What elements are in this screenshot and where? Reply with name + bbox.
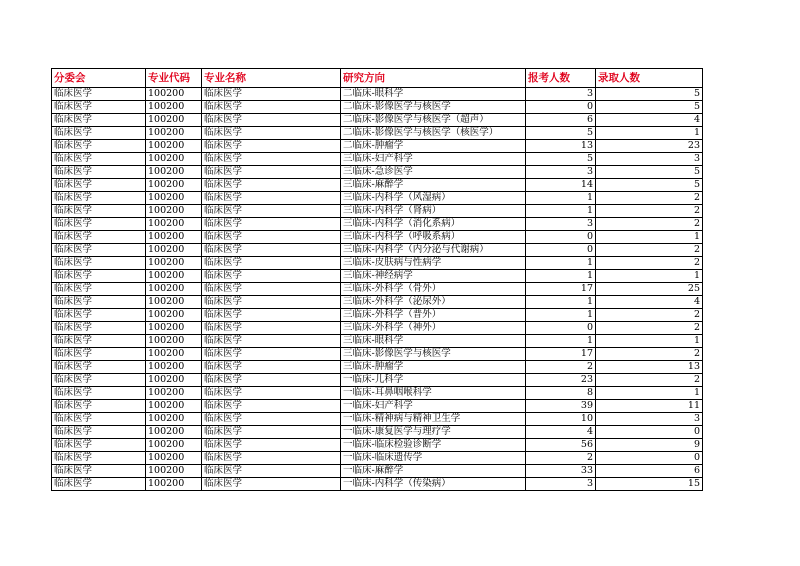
research-direction-cell[interactable]: 一临床-儿科学 [341,374,526,387]
major-name-cell[interactable]: 临床医学 [202,296,341,309]
header-major-code[interactable]: 专业代码 [146,69,202,88]
table-row [52,166,703,179]
header-research-direction[interactable]: 研究方向 [341,69,526,88]
major-code-cell[interactable]: 100200 [146,257,202,270]
research-direction-cell[interactable]: 二临床-影像医学与核医学（超声） [341,114,526,127]
major-code-cell[interactable]: 100200 [146,218,202,231]
committee-cell[interactable]: 临床医学 [52,439,146,452]
applicants-cell[interactable]: 5 [526,127,596,140]
table-row [52,231,703,244]
major-name-cell[interactable]: 临床医学 [202,231,341,244]
major-name-cell[interactable]: 临床医学 [202,283,341,296]
major-name-cell[interactable]: 临床医学 [202,465,341,478]
major-code-cell[interactable]: 100200 [146,452,202,465]
research-direction-cell[interactable]: 二临床-影像医学与核医学 [341,101,526,114]
applicants-cell[interactable]: 3 [526,88,596,101]
applicants-cell[interactable]: 1 [526,335,596,348]
major-code-cell[interactable]: 100200 [146,127,202,140]
admitted-cell[interactable]: 3 [596,153,703,166]
applicants-cell[interactable]: 1 [526,205,596,218]
admitted-cell[interactable]: 5 [596,166,703,179]
major-name-cell[interactable]: 临床医学 [202,205,341,218]
table-row [52,101,703,114]
research-direction-cell[interactable]: 一临床-耳鼻咽喉科学 [341,387,526,400]
committee-cell[interactable]: 临床医学 [52,205,146,218]
committee-cell[interactable]: 临床医学 [52,413,146,426]
major-name-cell[interactable]: 临床医学 [202,192,341,205]
applicants-cell[interactable]: 17 [526,348,596,361]
major-name-cell[interactable]: 临床医学 [202,257,341,270]
major-code-cell[interactable]: 100200 [146,400,202,413]
research-direction-cell[interactable]: 一临床-麻醉学 [341,465,526,478]
committee-cell[interactable]: 临床医学 [52,478,146,491]
admitted-cell[interactable]: 1 [596,270,703,283]
research-direction-cell[interactable]: 三临床-急诊医学 [341,166,526,179]
major-code-cell[interactable]: 100200 [146,166,202,179]
admitted-cell[interactable]: 1 [596,335,703,348]
applicants-cell[interactable]: 8 [526,387,596,400]
major-code-cell[interactable]: 100200 [146,114,202,127]
admitted-cell[interactable]: 1 [596,387,703,400]
applicants-cell[interactable]: 0 [526,322,596,335]
research-direction-cell[interactable]: 一临床-临床遗传学 [341,452,526,465]
major-name-cell[interactable]: 临床医学 [202,439,341,452]
major-name-cell[interactable]: 临床医学 [202,218,341,231]
admitted-cell[interactable]: 13 [596,361,703,374]
table-row [52,140,703,153]
admitted-cell[interactable]: 2 [596,192,703,205]
committee-cell[interactable]: 临床医学 [52,114,146,127]
applicants-cell[interactable]: 5 [526,153,596,166]
major-name-cell[interactable]: 临床医学 [202,348,341,361]
admitted-cell[interactable]: 5 [596,179,703,192]
admitted-cell[interactable]: 11 [596,400,703,413]
major-code-cell[interactable]: 100200 [146,322,202,335]
table-row [52,153,703,166]
major-code-cell[interactable]: 100200 [146,192,202,205]
applicants-cell[interactable]: 13 [526,140,596,153]
research-direction-cell[interactable]: 二临床-眼科学 [341,88,526,101]
committee-cell[interactable]: 临床医学 [52,426,146,439]
major-name-cell[interactable]: 临床医学 [202,361,341,374]
admitted-cell[interactable]: 4 [596,114,703,127]
applicants-cell[interactable]: 6 [526,114,596,127]
applicants-cell[interactable]: 1 [526,270,596,283]
major-code-cell[interactable]: 100200 [146,309,202,322]
major-name-cell[interactable]: 临床医学 [202,166,341,179]
committee-cell[interactable]: 临床医学 [52,309,146,322]
applicants-cell[interactable]: 3 [526,218,596,231]
admitted-cell[interactable]: 2 [596,257,703,270]
research-direction-cell[interactable]: 三临床-外科学（骨外） [341,283,526,296]
major-name-cell[interactable]: 临床医学 [202,140,341,153]
admitted-cell[interactable]: 0 [596,452,703,465]
admitted-cell[interactable]: 5 [596,101,703,114]
major-code-cell[interactable]: 100200 [146,270,202,283]
admitted-cell[interactable]: 25 [596,283,703,296]
header-admitted[interactable]: 录取人数 [596,69,703,88]
applicants-cell[interactable]: 2 [526,452,596,465]
committee-cell[interactable]: 临床医学 [52,296,146,309]
admitted-cell[interactable]: 2 [596,322,703,335]
major-name-cell[interactable]: 临床医学 [202,400,341,413]
major-code-cell[interactable]: 100200 [146,296,202,309]
committee-cell[interactable]: 临床医学 [52,257,146,270]
research-direction-cell[interactable]: 三临床-眼科学 [341,335,526,348]
research-direction-cell[interactable]: 一临床-康复医学与理疗学 [341,426,526,439]
major-code-cell[interactable]: 100200 [146,413,202,426]
research-direction-cell[interactable]: 二临床-肿瘤学 [341,140,526,153]
table-row [52,465,703,478]
major-name-cell[interactable]: 临床医学 [202,478,341,491]
header-committee[interactable]: 分委会 [52,69,146,88]
admitted-cell[interactable]: 15 [596,478,703,491]
table-row [52,244,703,257]
table-row [52,478,703,491]
admitted-cell[interactable]: 4 [596,296,703,309]
research-direction-cell[interactable]: 三临床-妇产科学 [341,153,526,166]
applicants-cell[interactable]: 0 [526,244,596,257]
table-row [52,452,703,465]
major-name-cell[interactable]: 临床医学 [202,452,341,465]
table-row [52,439,703,452]
research-direction-cell[interactable]: 一临床-内科学（传染病） [341,478,526,491]
major-code-cell[interactable]: 100200 [146,283,202,296]
applicants-cell[interactable]: 3 [526,478,596,491]
research-direction-cell[interactable]: 三临床-皮肤病与性病学 [341,257,526,270]
admitted-cell[interactable]: 3 [596,413,703,426]
major-name-cell[interactable]: 临床医学 [202,153,341,166]
committee-cell[interactable]: 临床医学 [52,88,146,101]
research-direction-cell[interactable]: 三临床-内科学（肾病） [341,205,526,218]
research-direction-cell[interactable]: 三临床-外科学（泌尿外） [341,296,526,309]
table-row [52,426,703,439]
committee-cell[interactable]: 临床医学 [52,166,146,179]
major-code-cell[interactable]: 100200 [146,153,202,166]
table-row [52,114,703,127]
admitted-cell[interactable]: 2 [596,244,703,257]
committee-cell[interactable]: 临床医学 [52,127,146,140]
table-row [52,296,703,309]
major-name-cell[interactable]: 临床医学 [202,179,341,192]
major-code-cell[interactable]: 100200 [146,140,202,153]
applicants-cell[interactable]: 23 [526,374,596,387]
admitted-cell[interactable]: 1 [596,127,703,140]
admitted-cell[interactable]: 2 [596,348,703,361]
research-direction-cell[interactable]: 三临床-麻醉学 [341,179,526,192]
applicants-cell[interactable]: 10 [526,413,596,426]
major-name-cell[interactable]: 临床医学 [202,426,341,439]
major-name-cell[interactable]: 临床医学 [202,335,341,348]
major-code-cell[interactable]: 100200 [146,439,202,452]
research-direction-cell[interactable]: 三临床-肿瘤学 [341,361,526,374]
table-row [52,127,703,140]
committee-cell[interactable]: 临床医学 [52,452,146,465]
applicants-cell[interactable]: 56 [526,439,596,452]
table-row [52,387,703,400]
committee-cell[interactable]: 临床医学 [52,231,146,244]
major-code-cell[interactable]: 100200 [146,244,202,257]
table-row [52,270,703,283]
committee-cell[interactable]: 临床医学 [52,335,146,348]
major-code-cell[interactable]: 100200 [146,231,202,244]
table-row [52,309,703,322]
major-code-cell[interactable]: 100200 [146,88,202,101]
admitted-cell[interactable]: 1 [596,231,703,244]
committee-cell[interactable]: 临床医学 [52,283,146,296]
research-direction-cell[interactable]: 三临床-外科学（神外） [341,322,526,335]
committee-cell[interactable]: 临床医学 [52,374,146,387]
applicants-cell[interactable]: 17 [526,283,596,296]
committee-cell[interactable]: 临床医学 [52,348,146,361]
research-direction-cell[interactable]: 三临床-神经病学 [341,270,526,283]
research-direction-cell[interactable]: 一临床-精神病与精神卫生学 [341,413,526,426]
committee-cell[interactable]: 临床医学 [52,192,146,205]
research-direction-cell[interactable]: 三临床-外科学（普外） [341,309,526,322]
committee-cell[interactable]: 临床医学 [52,400,146,413]
committee-cell[interactable]: 临床医学 [52,322,146,335]
major-name-cell[interactable]: 临床医学 [202,270,341,283]
committee-cell[interactable]: 临床医学 [52,387,146,400]
applicants-cell[interactable]: 1 [526,257,596,270]
committee-cell[interactable]: 临床医学 [52,140,146,153]
major-name-cell[interactable]: 临床医学 [202,374,341,387]
research-direction-cell[interactable]: 三临床-内科学（呼吸系病） [341,231,526,244]
committee-cell[interactable]: 临床医学 [52,270,146,283]
research-direction-cell[interactable]: 二临床-影像医学与核医学（核医学） [341,127,526,140]
major-code-cell[interactable]: 100200 [146,426,202,439]
major-code-cell[interactable]: 100200 [146,205,202,218]
table-row [52,179,703,192]
table-row [52,361,703,374]
applicants-cell[interactable]: 39 [526,400,596,413]
applicants-cell[interactable]: 1 [526,309,596,322]
committee-cell[interactable]: 临床医学 [52,218,146,231]
major-code-cell[interactable]: 100200 [146,387,202,400]
major-name-cell[interactable]: 临床医学 [202,101,341,114]
research-direction-cell[interactable]: 三临床-影像医学与核医学 [341,348,526,361]
major-code-cell[interactable]: 100200 [146,465,202,478]
table-row [52,322,703,335]
research-direction-cell[interactable]: 三临床-内科学（内分泌与代谢病） [341,244,526,257]
major-name-cell[interactable]: 临床医学 [202,127,341,140]
header-row [52,69,703,88]
admitted-cell[interactable]: 2 [596,218,703,231]
major-name-cell[interactable]: 临床医学 [202,114,341,127]
header-applicants[interactable]: 报考人数 [526,69,596,88]
table-row [52,283,703,296]
major-code-cell[interactable]: 100200 [146,335,202,348]
table-row [52,88,703,101]
research-direction-cell[interactable]: 三临床-内科学（消化系病） [341,218,526,231]
table-row [52,400,703,413]
table-row [52,192,703,205]
table-row [52,218,703,231]
admitted-cell[interactable]: 23 [596,140,703,153]
admitted-cell[interactable]: 5 [596,88,703,101]
major-name-cell[interactable]: 临床医学 [202,309,341,322]
header-major-name[interactable]: 专业名称 [202,69,341,88]
table-row [52,348,703,361]
applicants-cell[interactable]: 0 [526,231,596,244]
research-direction-cell[interactable]: 一临床-临床检验诊断学 [341,439,526,452]
applicants-cell[interactable]: 3 [526,166,596,179]
major-code-cell[interactable]: 100200 [146,348,202,361]
major-name-cell[interactable]: 临床医学 [202,387,341,400]
major-code-cell[interactable]: 100200 [146,101,202,114]
admitted-cell[interactable]: 6 [596,465,703,478]
table-row [52,413,703,426]
committee-cell[interactable]: 临床医学 [52,101,146,114]
admitted-cell[interactable]: 9 [596,439,703,452]
applicants-cell[interactable]: 1 [526,192,596,205]
admitted-cell[interactable]: 2 [596,309,703,322]
admitted-cell[interactable]: 2 [596,205,703,218]
committee-cell[interactable]: 临床医学 [52,179,146,192]
table-row [52,205,703,218]
table-row [52,335,703,348]
major-code-cell[interactable]: 100200 [146,478,202,491]
applicants-cell[interactable]: 2 [526,361,596,374]
applicants-cell[interactable]: 0 [526,101,596,114]
applicants-cell[interactable]: 33 [526,465,596,478]
applicants-cell[interactable]: 14 [526,179,596,192]
major-name-cell[interactable]: 临床医学 [202,413,341,426]
major-code-cell[interactable]: 100200 [146,361,202,374]
major-name-cell[interactable]: 临床医学 [202,88,341,101]
applicants-cell[interactable]: 1 [526,296,596,309]
major-code-cell[interactable]: 100200 [146,374,202,387]
table-row [52,374,703,387]
admitted-cell[interactable]: 0 [596,426,703,439]
admitted-cell[interactable]: 2 [596,374,703,387]
research-direction-cell[interactable]: 三临床-内科学（风湿病） [341,192,526,205]
major-name-cell[interactable]: 临床医学 [202,322,341,335]
applicants-cell[interactable]: 4 [526,426,596,439]
table-row [52,257,703,270]
committee-cell[interactable]: 临床医学 [52,153,146,166]
research-direction-cell[interactable]: 一临床-妇产科学 [341,400,526,413]
committee-cell[interactable]: 临床医学 [52,465,146,478]
committee-cell[interactable]: 临床医学 [52,244,146,257]
major-name-cell[interactable]: 临床医学 [202,244,341,257]
spreadsheet-table [51,68,703,491]
committee-cell[interactable]: 临床医学 [52,361,146,374]
major-code-cell[interactable]: 100200 [146,179,202,192]
